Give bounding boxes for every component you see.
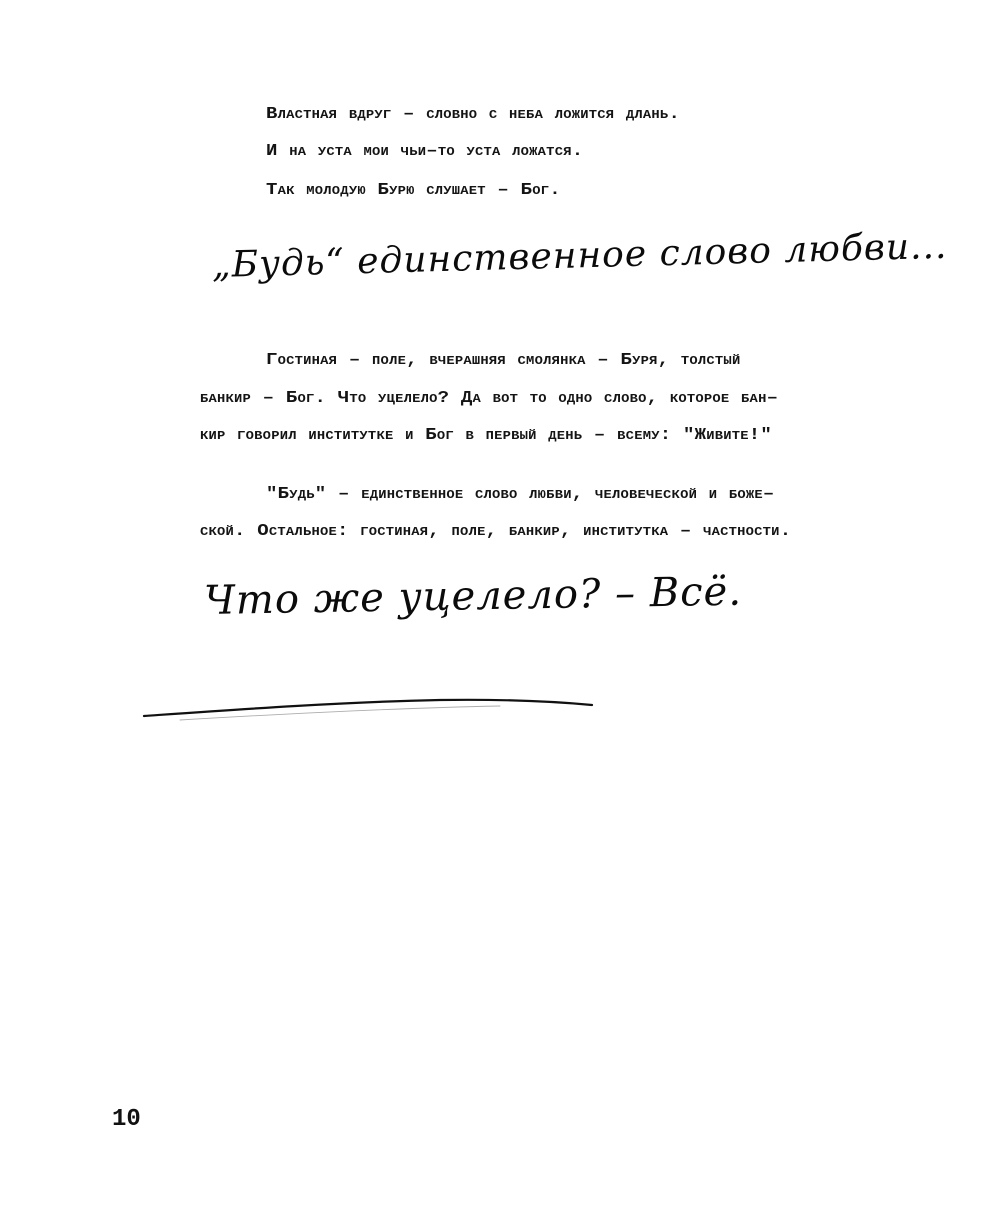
handwritten-note-top: „Будь“ единственное слово любви... xyxy=(211,225,948,286)
poem-line-3: Так молодую Бурю слушает – Бог. xyxy=(266,180,561,199)
paragraph-1-line-2: банкир – Бог. Что уцелело? Да вот то одно слово, которое бан– xyxy=(200,388,779,407)
paragraph-1-line-3: кир говорил институтке и Бог в первый день – всему: "Живите!" xyxy=(200,425,772,444)
paragraph-2-line-2: ской. Остальное: гостиная, поле, банкир, институтка – частности. xyxy=(200,521,792,540)
paragraph-1-line-1: Гостиная – поле, вчерашняя смолянка – Буря, толстый xyxy=(266,350,741,369)
pen-stroke-divider xyxy=(140,690,600,730)
poem-line-2: И на уста мои чьи–то уста ложатся. xyxy=(266,141,584,160)
handwritten-note-bottom: Что же уцелело? – Всё. xyxy=(203,568,743,624)
page-number: 10 xyxy=(112,1106,141,1133)
paragraph-2-line-1: "Будь" – единственное слово любви, человеческой и боже– xyxy=(266,484,775,503)
poem-line-1: Властная вдруг – словно с неба ложится длань. xyxy=(266,104,681,123)
